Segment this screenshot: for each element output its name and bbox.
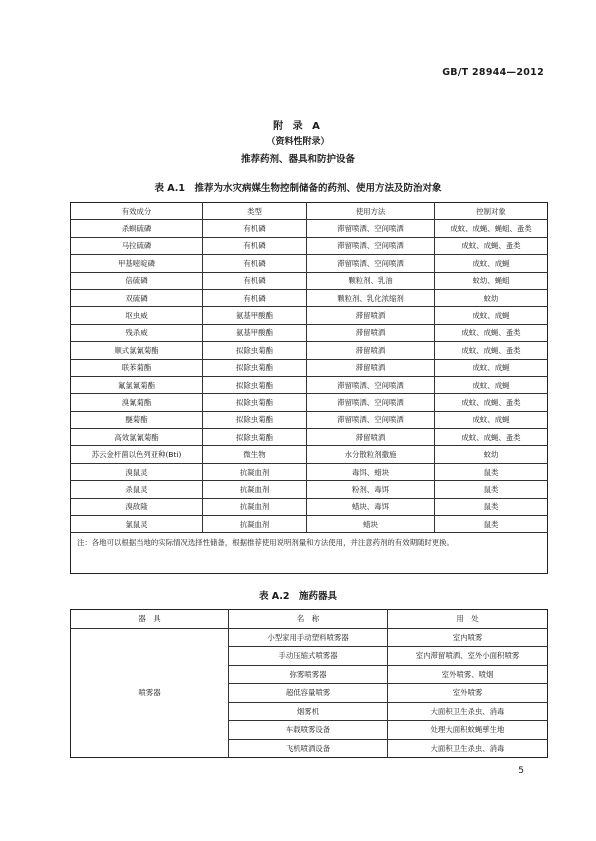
equipment-usage-cell: 大面积卫生杀虫、消毒 xyxy=(388,739,548,758)
method-cell: 滞留喷洒、空间喷洒 xyxy=(307,411,435,428)
method-cell: 蜡块、毒饵 xyxy=(307,498,435,515)
table2-header-equipment: 器 具 xyxy=(71,610,229,629)
target-cell: 鼠类 xyxy=(435,498,548,515)
type-cell: 拟除虫菊酯 xyxy=(203,429,307,446)
method-cell: 蜡块 xyxy=(307,516,435,533)
ingredient-cell: 高效氯氰菊酯 xyxy=(71,429,203,446)
equipment-usage-cell: 室外喷雾、喷烟 xyxy=(388,665,548,684)
target-cell: 蚊幼 xyxy=(435,289,548,306)
table-row xyxy=(71,411,548,428)
method-cell: 滞留喷洒、空间喷洒 xyxy=(307,394,435,411)
table-row xyxy=(71,463,548,480)
table2-header-usage: 用 处 xyxy=(388,610,548,629)
ingredient-cell: 马拉硫磷 xyxy=(71,237,203,254)
ingredient-cell: 醚菊酯 xyxy=(71,411,203,428)
ingredient-cell: 溴敌隆 xyxy=(71,498,203,515)
appendix-name: 推荐药剂、器具和防护设备 xyxy=(240,154,355,165)
type-cell: 微生物 xyxy=(203,446,307,463)
table2-caption: 表 A.2 施药器具 xyxy=(258,591,338,602)
type-cell: 氨基甲酸酯 xyxy=(203,324,307,341)
table-row xyxy=(71,359,548,376)
ingredient-cell: 顺式氯氰菊酯 xyxy=(71,342,203,359)
table1-header-ingredient: 有效成分 xyxy=(71,203,203,220)
type-cell: 有机磷 xyxy=(203,272,307,289)
table-row xyxy=(71,307,548,324)
table-row xyxy=(71,237,548,254)
ingredient-cell: 倍硫磷 xyxy=(71,272,203,289)
ingredient-cell: 苏云金杆菌以色列亚种(Bti) xyxy=(71,446,203,463)
equipment-name-cell: 手动压缩式喷雾器 xyxy=(229,647,388,666)
equipment-usage-cell: 室外喷雾 xyxy=(388,684,548,703)
target-cell: 成蚊、成蝇、蚤类 xyxy=(435,237,548,254)
equipment-name-cell: 弥雾喷雾器 xyxy=(229,665,388,684)
table-row xyxy=(71,498,548,515)
appendix-subtitle: （资料性附录） xyxy=(266,137,330,147)
ingredient-cell: 双硫磷 xyxy=(71,289,203,306)
table1-header-target: 控制对象 xyxy=(435,203,548,220)
method-cell: 水分散粒剂撒施 xyxy=(307,446,435,463)
table1-caption: 表 A.1 推荐为水灾病媒生物控制储备的药剂、使用方法及防治对象 xyxy=(154,183,442,194)
type-cell: 氨基甲酸酯 xyxy=(203,307,307,324)
method-cell: 滞留喷洒、空间喷洒 xyxy=(307,376,435,393)
ingredient-cell: 残杀威 xyxy=(71,324,203,341)
ingredient-cell: 氟氯氰菊酯 xyxy=(71,376,203,393)
table-row xyxy=(71,272,548,289)
method-cell: 毒饵、蜡块 xyxy=(307,463,435,480)
target-cell: 成蚊、成蝇、蚤类 xyxy=(435,429,548,446)
type-cell: 拟除虫菊酯 xyxy=(203,376,307,393)
method-cell: 颗粒剂、乳油 xyxy=(307,272,435,289)
table1-header-type: 类型 xyxy=(203,203,307,220)
type-cell: 抗凝血剂 xyxy=(203,516,307,533)
target-cell: 成蚊、成蝇、蚤类 xyxy=(435,324,548,341)
table1-note: 注：各地可以根据当地的实际情况选择性储备，根据推荐使用说明剂量和方法使用，并注意药剂的有效期随时更换。 xyxy=(71,533,548,574)
table-row xyxy=(71,446,548,463)
type-cell: 抗凝血剂 xyxy=(203,481,307,498)
table-row xyxy=(71,289,548,306)
table-row xyxy=(71,516,548,533)
agents-table xyxy=(70,202,548,574)
ingredient-cell: 杀鼠灵 xyxy=(71,481,203,498)
equipment-table xyxy=(70,609,548,758)
equipment-name-cell: 车载喷雾设备 xyxy=(229,721,388,740)
method-cell: 滞留喷洒 xyxy=(307,429,435,446)
type-cell: 有机磷 xyxy=(203,220,307,237)
type-cell: 拟除虫菊酯 xyxy=(203,342,307,359)
ingredient-cell: 溴鼠灵 xyxy=(71,463,203,480)
method-cell: 滞留喷洒 xyxy=(307,359,435,376)
page-number: 5 xyxy=(518,766,524,776)
equipment-usage-cell: 室内滞留喷洒、室外小面积喷雾 xyxy=(388,647,548,666)
target-cell: 成蚊、成蝇 xyxy=(435,376,548,393)
target-cell: 蚊幼、蝇蛆 xyxy=(435,272,548,289)
target-cell: 鼠类 xyxy=(435,463,548,480)
target-cell: 鼠类 xyxy=(435,516,548,533)
table1-header-method: 使用方法 xyxy=(307,203,435,220)
appendix-title: 附 录 A xyxy=(273,121,323,132)
ingredient-cell: 𫭟虫威 xyxy=(71,307,203,324)
target-cell: 成蚊、成蝇、蚤类 xyxy=(435,342,548,359)
ingredient-cell: 杀螟硫磷 xyxy=(71,220,203,237)
equipment-name-cell: 小型家用手动塑料喷雾器 xyxy=(229,628,388,647)
method-cell: 滞留喷洒、空间喷洒 xyxy=(307,255,435,272)
type-cell: 拟除虫菊酯 xyxy=(203,411,307,428)
standard-code: GB/T 28944—2012 xyxy=(442,67,544,78)
type-cell: 抗凝血剂 xyxy=(203,463,307,480)
equipment-name-cell: 飞机喷洒设备 xyxy=(229,739,388,758)
method-cell: 滞留喷洒 xyxy=(307,307,435,324)
table-row xyxy=(71,376,548,393)
ingredient-cell: 氯鼠灵 xyxy=(71,516,203,533)
method-cell: 滞留喷洒、空间喷洒 xyxy=(307,237,435,254)
table-row xyxy=(71,481,548,498)
equipment-usage-cell: 处理大面积蚊蝇孳生地 xyxy=(388,721,548,740)
target-cell: 成蚊、成蝇 xyxy=(435,359,548,376)
equipment-name-cell: 超低容量喷雾 xyxy=(229,684,388,703)
type-cell: 有机磷 xyxy=(203,237,307,254)
table-row xyxy=(71,220,548,237)
method-cell: 粉剂、毒饵 xyxy=(307,481,435,498)
target-cell: 蚊幼 xyxy=(435,446,548,463)
equipment-name-cell: 烟雾机 xyxy=(229,702,388,721)
equipment-group-cell: 喷雾器 xyxy=(71,628,229,758)
type-cell: 拟除虫菊酯 xyxy=(203,394,307,411)
table-row xyxy=(71,628,548,647)
table-row xyxy=(71,324,548,341)
method-cell: 滞留喷洒 xyxy=(307,342,435,359)
method-cell: 滞留喷洒 xyxy=(307,324,435,341)
target-cell: 成蚊、成蝇、蝇蛆、蚤类 xyxy=(435,220,548,237)
equipment-usage-cell: 室内喷雾 xyxy=(388,628,548,647)
type-cell: 有机磷 xyxy=(203,289,307,306)
ingredient-cell: 溴氰菊酯 xyxy=(71,394,203,411)
method-cell: 滞留喷洒、空间喷洒 xyxy=(307,220,435,237)
type-cell: 有机磷 xyxy=(203,255,307,272)
target-cell: 成蚊、成蝇、蚤类 xyxy=(435,394,548,411)
ingredient-cell: 甲基嘧啶磷 xyxy=(71,255,203,272)
table-row xyxy=(71,342,548,359)
target-cell: 成蚊、成蝇 xyxy=(435,307,548,324)
table-row xyxy=(71,255,548,272)
ingredient-cell: 联苯菊酯 xyxy=(71,359,203,376)
table-row xyxy=(71,394,548,411)
target-cell: 鼠类 xyxy=(435,481,548,498)
type-cell: 抗凝血剂 xyxy=(203,498,307,515)
target-cell: 成蚊、成蝇 xyxy=(435,411,548,428)
method-cell: 颗粒剂、乳化浓缩剂 xyxy=(307,289,435,306)
equipment-usage-cell: 大面积卫生杀虫、消毒 xyxy=(388,702,548,721)
type-cell: 拟除虫菊酯 xyxy=(203,359,307,376)
table-row xyxy=(71,429,548,446)
table2-header-name: 名 称 xyxy=(229,610,388,629)
target-cell: 成蚊、成蝇 xyxy=(435,255,548,272)
